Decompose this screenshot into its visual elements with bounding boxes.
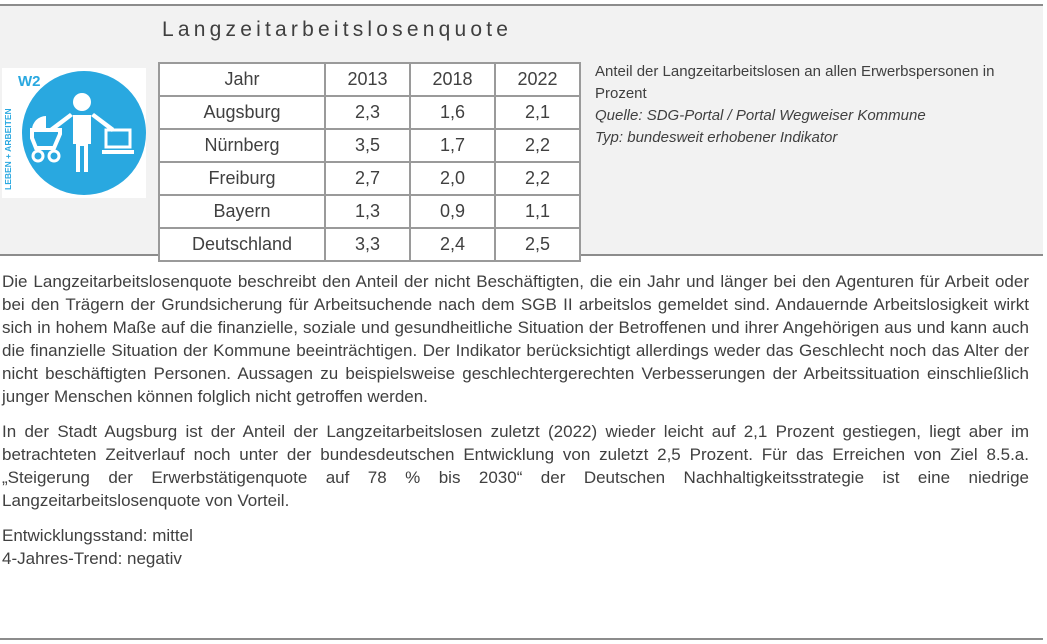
indicator-type: Typ: bundesweit erhobener Indikator xyxy=(595,129,838,146)
logo-vertical-label: LEBEN + ARBEITEN xyxy=(3,108,13,190)
indicator-info xyxy=(595,61,1035,149)
indicator-title: Langzeitarbeitslosenquote xyxy=(162,18,513,41)
table-header-cell: 2022 xyxy=(495,63,580,96)
table-cell-value: 1,7 xyxy=(410,129,495,162)
four-year-trend: 4-Jahres-Trend: negativ xyxy=(2,549,182,568)
indicator-header-panel xyxy=(0,4,1043,256)
bottom-divider xyxy=(0,638,1043,640)
table-header-cell: 2013 xyxy=(325,63,410,96)
table-cell-value: 1,6 xyxy=(410,96,495,129)
table-cell-value: 2,4 xyxy=(410,228,495,261)
table-cell-value: 2,0 xyxy=(410,162,495,195)
logo-code: W2 xyxy=(18,73,41,90)
table-row xyxy=(159,96,580,129)
table-row xyxy=(159,162,580,195)
development-status: Entwicklungsstand: mittel xyxy=(2,526,193,545)
table-header-cell: 2018 xyxy=(410,63,495,96)
indicator-body xyxy=(2,270,1029,570)
table-cell-value: 3,3 xyxy=(325,228,410,261)
table-row xyxy=(159,129,580,162)
table-cell-value: 1,1 xyxy=(495,195,580,228)
table-cell-value: 3,5 xyxy=(325,129,410,162)
indicator-source: Quelle: SDG-Portal / Portal Wegweiser Kommune xyxy=(595,107,926,124)
body-paragraph-assessment: In der Stadt Augsburg ist der Anteil der Langzeitarbeitslosen zuletzt (2022) wieder leicht auf 2,1 Prozent gestiegen, liegt aber im betrachteten Zeitverlauf noch unter der bundesdeutschen Entwicklung von zuletzt 2,5 Prozent. Für das Erreichen von Ziel 8.5.a. „Steigerung der Erwerbstätigenquote auf 78 % bis 2030“ der Deutschen Nachhaltigkeitsstrategie ist eine niedrige Langzeitarbeitslosenquote von Vorteil. xyxy=(2,422,1029,510)
table-row xyxy=(159,228,580,261)
indicator-description: Anteil der Langzeitarbeitslosen an allen Erwerbspersonen in Prozent xyxy=(595,63,995,102)
table-cell-value: 1,3 xyxy=(325,195,410,228)
table-cell-region: Bayern xyxy=(159,195,325,228)
table-header-cell: Jahr xyxy=(159,63,325,96)
table-cell-region: Nürnberg xyxy=(159,129,325,162)
table-header-row xyxy=(159,63,580,96)
table-cell-region: Deutschland xyxy=(159,228,325,261)
leben-arbeiten-icon xyxy=(2,68,146,198)
table-cell-region: Augsburg xyxy=(159,96,325,129)
table-cell-value: 2,7 xyxy=(325,162,410,195)
table-cell-value: 2,5 xyxy=(495,228,580,261)
table-cell-value: 0,9 xyxy=(410,195,495,228)
table-cell-value: 2,2 xyxy=(495,162,580,195)
table-cell-value: 2,1 xyxy=(495,96,580,129)
table-cell-value: 2,3 xyxy=(325,96,410,129)
indicator-table xyxy=(158,62,581,262)
table-row xyxy=(159,195,580,228)
table-cell-value: 2,2 xyxy=(495,129,580,162)
body-paragraph-definition: Die Langzeitarbeitslosenquote beschreibt den Anteil der nicht Beschäftigten, die ein Jahr und länger bei den Agenturen für Arbeit oder bei den Trägern der Grundsicherung für Arbeitsuchende nach dem SGB II arbeitslos gemeldet sind. Andauernde Arbeitslosigkeit wirkt sich in hohem Maße auf die finanzielle, soziale und gesundheitliche Situation der Betroffenen und ihrer Angehörigen aus und kann auch die finanzielle Situation der Kommune beeinträchtigen. Der Indikator berücksichtigt allerdings weder das Geschlecht noch das Alter der nicht beschäftigten Personen. Aussagen zu beispielsweise geschlechtergerechten Verbesserungen der Arbeitssituation einschließlich junger Menschen können folglich nicht getroffen werden. xyxy=(2,272,1029,406)
table-cell-region: Freiburg xyxy=(159,162,325,195)
